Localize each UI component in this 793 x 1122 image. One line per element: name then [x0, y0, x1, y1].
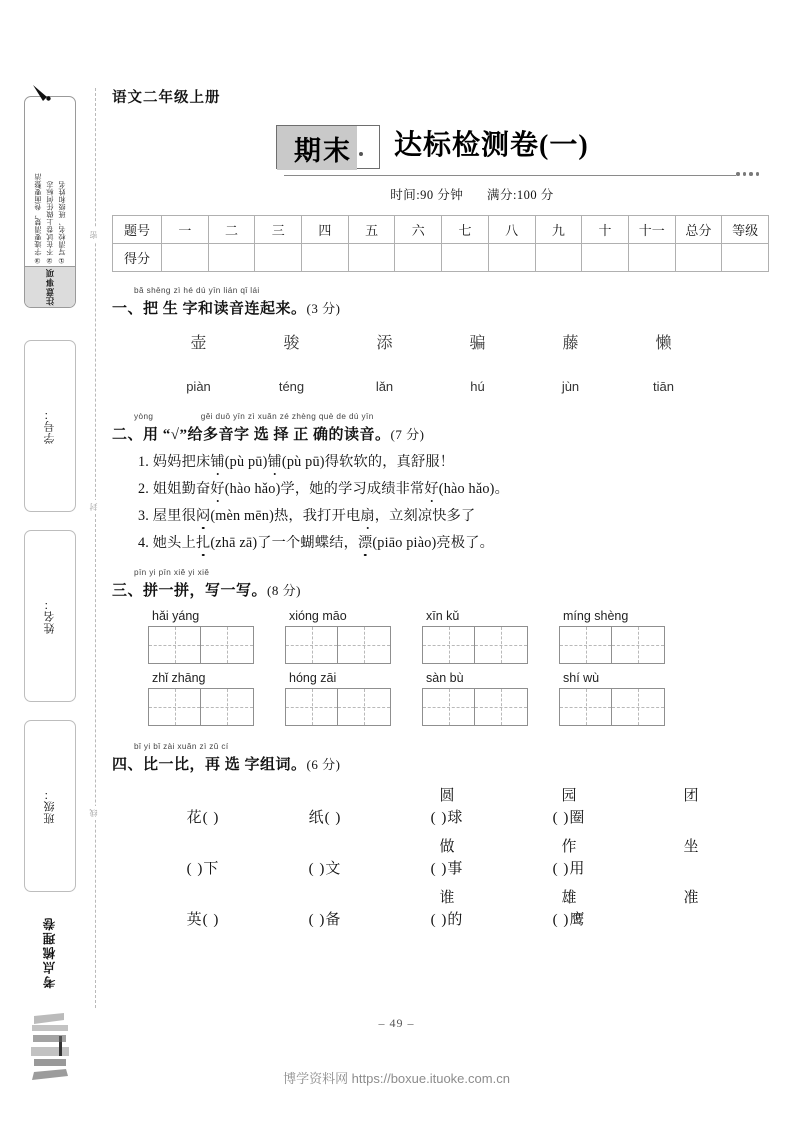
s4-g1-item-1[interactable]: 纸( ) — [308, 810, 342, 826]
section-4-text: 比一比，再 选 字组词。 — [143, 757, 307, 773]
tianzige-1[interactable] — [285, 626, 391, 664]
section-4-group-3 — [142, 886, 772, 929]
score-col-11: 总分 — [675, 216, 722, 244]
s4-g2-chars — [142, 835, 772, 856]
s4-g3-item-1[interactable]: ( )备 — [308, 912, 342, 928]
table-row-header — [113, 216, 769, 244]
section-1-points: (3 分) — [306, 301, 341, 316]
s1-pinyin-0[interactable]: piàn — [186, 379, 211, 394]
score-cell-9[interactable] — [582, 244, 629, 272]
score-col-7: 八 — [488, 216, 535, 244]
section-4-title — [112, 753, 772, 774]
s2-2-mid: 学，她的学习成绩非常 — [280, 481, 425, 497]
seal-line — [95, 88, 96, 1008]
notes-heading-bar — [25, 266, 75, 307]
s2-4-post: 亮极了。 — [436, 535, 494, 551]
write-pinyin-0: hǎi yáng — [152, 609, 200, 623]
watermark: 博学资料网 https://boxue.ituoke.com.cn — [283, 1071, 510, 1086]
subject-label: 语文二年级上册 — [112, 90, 221, 106]
s2-3-pre: 屋里很 — [152, 508, 196, 524]
score-cell-12[interactable] — [722, 244, 769, 272]
s2-1-char-1: 铺 — [210, 454, 225, 470]
field-class-label: 班级： — [44, 788, 56, 824]
term-tag-label: 期末 — [294, 135, 352, 166]
score-cell-10[interactable] — [628, 244, 675, 272]
score-col-4: 五 — [348, 216, 395, 244]
s4-g3-char-3: 雄 — [561, 890, 577, 906]
exam-content — [112, 86, 772, 937]
s4-g1-char-4: 团 — [683, 788, 699, 804]
s2-3-char-1: 闷 — [195, 508, 211, 524]
tianzige-7[interactable] — [559, 688, 665, 726]
title-block — [112, 123, 772, 181]
note-item-1: ①写清校名、班级和姓名 — [58, 180, 66, 265]
s1-char-1[interactable]: 骏 — [283, 335, 300, 352]
score-col-12: 等级 — [722, 216, 769, 244]
s1-char-2[interactable]: 添 — [376, 335, 393, 352]
table-row-scores — [113, 244, 769, 272]
section-2-item-2 — [138, 478, 772, 498]
s1-char-0[interactable]: 壶 — [190, 335, 207, 352]
section-1-characters — [152, 330, 772, 353]
write-pinyin-1: xióng māo — [289, 609, 347, 623]
score-cell-4[interactable] — [348, 244, 395, 272]
write-pinyin-7: shí wù — [563, 671, 600, 685]
notes-heading: 注意事项 — [45, 268, 55, 306]
s1-char-3[interactable]: 骗 — [469, 335, 486, 352]
section-4-heading — [112, 742, 772, 774]
s4-g1-item-2[interactable]: ( )球 — [430, 810, 464, 826]
write-pinyin-6: sàn bù — [426, 671, 464, 685]
section-1-pinyin: bǎ shēng zì hé dú yīn lián qǐ lái — [134, 286, 260, 295]
field-class[interactable] — [24, 720, 76, 892]
section-1-heading — [112, 286, 772, 318]
s2-3-no: 3. — [138, 508, 150, 524]
score-col-2: 三 — [255, 216, 302, 244]
score-row-label-0: 题号 — [113, 216, 162, 244]
score-row-label-1: 得分 — [113, 244, 162, 272]
section-1-title — [112, 297, 772, 318]
s4-g2-char-1 — [264, 835, 386, 856]
exam-total: 满分:100 分 — [486, 188, 554, 202]
s2-2-no: 2. — [138, 481, 150, 497]
s2-3-opt-1[interactable]: (mèn mēn) — [210, 508, 275, 524]
s2-3-mid: 热，我打开电 — [274, 508, 361, 524]
section-2-item-1 — [138, 451, 772, 471]
write-cell-6 — [422, 671, 559, 726]
score-cell-2[interactable] — [255, 244, 302, 272]
section-1-text: 把 生 字和读音连起来。 — [143, 301, 307, 317]
score-col-0: 一 — [162, 216, 209, 244]
section-3-title — [112, 579, 772, 600]
write-cell-7 — [559, 671, 696, 726]
s2-4-opt-1[interactable]: (zhā zā) — [210, 535, 258, 551]
s1-pinyin-5[interactable]: tiān — [653, 379, 674, 394]
s2-4-no: 4. — [138, 535, 150, 551]
s4-g3-chars — [142, 886, 772, 907]
write-pinyin-3: míng shèng — [563, 609, 629, 623]
s4-g1-char-2: 圆 — [439, 788, 455, 804]
note-item-3: ③字迹要清楚，卷面要整洁 — [34, 173, 42, 265]
section-4-pinyin: bǐ yi bǐ zài xuǎn zì zǔ cí — [134, 742, 229, 751]
score-cell-5[interactable] — [395, 244, 442, 272]
s4-g2-item-2[interactable]: ( )事 — [430, 861, 464, 877]
s4-g2-char-2: 做 — [439, 839, 455, 855]
write-cell-4 — [148, 671, 285, 726]
s2-1-no: 1. — [138, 454, 150, 470]
score-col-10: 十一 — [628, 216, 675, 244]
tianzige-2[interactable] — [422, 626, 528, 664]
s4-g3-item-3[interactable]: ( )鹰 — [552, 912, 586, 928]
term-tag-box — [276, 125, 380, 169]
score-col-6: 七 — [442, 216, 489, 244]
s1-pinyin-3[interactable]: hú — [470, 379, 485, 394]
s4-g1-items — [142, 806, 772, 827]
score-col-8: 九 — [535, 216, 582, 244]
s2-4-pre: 她头上 — [152, 535, 196, 551]
s1-pinyin-1[interactable]: téng — [278, 379, 305, 394]
section-4-group-2 — [142, 835, 772, 878]
s2-2-opt-1[interactable]: (hào hǎo) — [224, 481, 281, 497]
field-student-id-label: 学号： — [44, 408, 56, 444]
s2-2-char-1: 好 — [210, 481, 225, 497]
section-2-item-4 — [138, 532, 772, 552]
title-rule — [284, 175, 736, 176]
notes-box — [24, 96, 76, 308]
write-pinyin-4: zhǐ zhāng — [152, 671, 206, 685]
page-title: 达标检测卷(一) — [394, 130, 589, 161]
section-2-text-b: 给多音字 选 择 正 确的读音。 — [187, 427, 391, 443]
section-2-heading — [112, 412, 772, 444]
series-badge-label: 考点梳理卷 — [43, 916, 57, 989]
s2-1-opt-1[interactable]: (pù pū) — [224, 454, 268, 470]
score-cell-1[interactable] — [208, 244, 255, 272]
score-col-1: 二 — [208, 216, 255, 244]
s4-g3-item-2[interactable]: ( )的 — [430, 912, 464, 928]
s2-1-post: 得软软的，真舒服！ — [324, 454, 455, 470]
tianzige-0[interactable] — [148, 626, 254, 664]
s2-1-opt-2[interactable]: (pù pū) — [281, 454, 325, 470]
s2-2-opt-2[interactable]: (hào hǎo) — [438, 481, 495, 497]
score-cell-8[interactable] — [535, 244, 582, 272]
s4-g3-char-4: 准 — [683, 890, 699, 906]
section-2-points: (7 分) — [390, 427, 425, 442]
s2-2-pre: 姐姐勤奋 — [152, 481, 211, 497]
score-cell-3[interactable] — [302, 244, 349, 272]
write-cell-1 — [285, 609, 422, 664]
s4-g2-item-3[interactable]: ( )用 — [552, 861, 586, 877]
notes-list — [25, 97, 75, 265]
field-name-label: 姓名： — [44, 598, 56, 634]
write-pinyin-5: hóng zāi — [289, 671, 337, 685]
section-2-text-a: 用 “√” — [143, 427, 188, 443]
s2-4-char-1: 扎 — [195, 535, 211, 551]
s4-g2-items — [142, 857, 772, 878]
score-col-5: 六 — [395, 216, 442, 244]
section-4-group-1 — [142, 784, 772, 827]
section-1-index: 一、 — [112, 301, 144, 317]
s4-g3-char-0 — [142, 886, 264, 907]
write-cell-0 — [148, 609, 285, 664]
section-3-row-2 — [148, 671, 772, 726]
seal-mark-1: 密 — [88, 228, 104, 242]
s4-g1-chars — [142, 784, 772, 805]
s2-4-opt-2[interactable]: (piāo piào) — [372, 535, 437, 551]
write-cell-3 — [559, 609, 696, 664]
section-2-index: 二、 — [112, 427, 144, 443]
tianzige-3[interactable] — [559, 626, 665, 664]
s1-pinyin-2[interactable]: lǎn — [375, 379, 394, 394]
s1-char-4[interactable]: 藤 — [562, 335, 579, 352]
score-col-9: 十 — [582, 216, 629, 244]
term-tag-dot — [359, 152, 363, 156]
field-student-id[interactable] — [24, 340, 76, 512]
s4-g1-char-1 — [264, 784, 386, 805]
s4-g3-char-1 — [264, 886, 386, 907]
score-cell-0[interactable] — [162, 244, 209, 272]
exam-time: 时间:90 分钟 — [390, 188, 464, 202]
tianzige-5[interactable] — [285, 688, 391, 726]
score-cell-11[interactable] — [675, 244, 722, 272]
exam-meta — [112, 185, 772, 203]
s1-char-5[interactable]: 懒 — [655, 335, 672, 352]
section-3-heading — [112, 568, 772, 600]
s2-1-pre: 妈妈把床 — [152, 454, 211, 470]
section-2-title — [112, 423, 772, 444]
tianzige-6[interactable] — [422, 688, 528, 726]
s4-g3-char-2: 谁 — [439, 890, 455, 906]
section-2-pinyin-left: yòng — [134, 412, 154, 421]
series-badge — [24, 916, 76, 1084]
write-cell-5 — [285, 671, 422, 726]
section-3-points: (8 分) — [267, 583, 301, 598]
s2-2-char-2: 好 — [424, 481, 439, 497]
seal-mark-3: 线 — [88, 806, 104, 820]
section-2-item-3 — [138, 505, 772, 525]
field-name[interactable] — [24, 530, 76, 702]
title-rule-dots — [736, 172, 759, 176]
s2-3-post: ，立刻凉快多了 — [374, 508, 476, 524]
s4-g3-items — [142, 908, 772, 929]
s2-4-char-2: 漂 — [357, 535, 373, 551]
write-cell-2 — [422, 609, 559, 664]
s4-g2-char-4: 坐 — [683, 839, 699, 855]
s4-g1-char-3: 园 — [561, 788, 577, 804]
section-1-pinyin-options — [152, 379, 772, 394]
s4-g1-char-0 — [142, 784, 264, 805]
s4-g1-item-0[interactable]: 花( ) — [186, 810, 220, 826]
note-item-2: ②不在试卷上做任何标志 — [46, 180, 54, 265]
seal-mark-2: 封 — [88, 500, 104, 514]
section-3-index: 三、 — [112, 583, 144, 599]
score-cell-6[interactable] — [442, 244, 489, 272]
s2-3-char-2: 扇 — [360, 508, 375, 524]
section-3-row-1 — [148, 609, 772, 664]
score-cell-7[interactable] — [488, 244, 535, 272]
section-4-index: 四、 — [112, 757, 144, 773]
section-4-points: (6 分) — [306, 757, 341, 772]
s4-g2-char-0 — [142, 835, 264, 856]
left-sidebar — [18, 78, 80, 1008]
score-table — [112, 215, 769, 272]
section-3-text: 拼一拼，写一写。 — [143, 583, 268, 599]
score-col-3: 四 — [302, 216, 349, 244]
section-4-body — [142, 784, 772, 929]
s2-4-mid: 了一个蝴蝶结， — [257, 535, 358, 551]
write-pinyin-2: xīn kǔ — [426, 609, 460, 623]
s4-g1-item-3[interactable]: ( )圈 — [552, 810, 586, 826]
s4-g2-char-3: 作 — [561, 839, 577, 855]
s2-1-char-2: 铺 — [267, 454, 282, 470]
s2-2-post: 。 — [494, 481, 509, 497]
tianzige-4[interactable] — [148, 688, 254, 726]
section-3-pinyin: pīn yi pīn xiě yi xiě — [134, 568, 210, 577]
s4-g3-item-0[interactable]: 英( ) — [186, 912, 220, 928]
section-2-pinyin-right: gěi duō yīn zì xuǎn zé zhèng què de dú yīn — [200, 412, 374, 421]
s1-pinyin-4[interactable]: jùn — [561, 379, 580, 394]
s4-g2-item-1[interactable]: ( )文 — [308, 861, 342, 877]
s4-g2-item-0[interactable]: ( )下 — [186, 861, 220, 877]
section-2-pinyin — [134, 412, 772, 423]
page-number: – 49 – — [378, 1016, 415, 1030]
